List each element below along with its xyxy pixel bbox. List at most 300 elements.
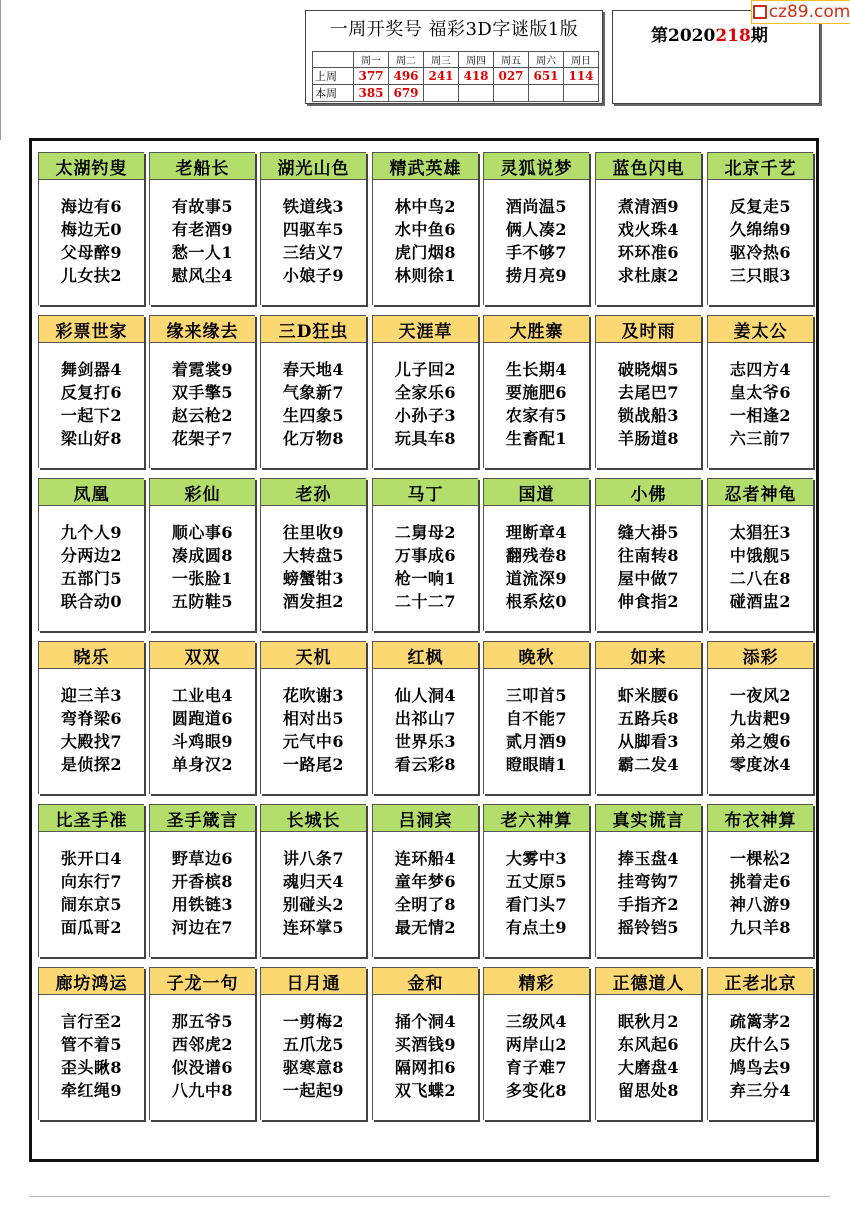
puzzle-line: 用铁链3 [171,895,234,914]
puzzle-line: 神八游9 [729,895,792,914]
puzzle-line: 求杜康2 [617,266,680,285]
puzzle-lines [708,521,813,613]
puzzle-line: 一起起9 [282,1081,345,1100]
puzzle-line: 五防鞋5 [171,592,234,611]
puzzle-card [483,315,589,468]
puzzle-card [483,967,589,1120]
puzzle-card [260,641,366,794]
puzzle-lines [373,684,478,776]
puzzle-line: 农家有5 [505,406,568,425]
puzzle-lines [261,684,366,776]
puzzle-line: 皇太爷6 [729,383,792,402]
puzzle-line: 手指齐2 [617,895,680,914]
puzzle-lines [708,1010,813,1102]
puzzle-card [595,641,701,794]
puzzle-author: 子龙一句 [150,968,255,995]
puzzle-line: 梁山好8 [60,429,123,448]
puzzle-line: 父母醉9 [60,243,123,262]
puzzle-author: 正老北京 [708,968,813,995]
draw-number: 418 [459,68,494,85]
puzzle-line: 出祁山7 [394,709,457,728]
puzzle-line: 向东行7 [60,872,123,891]
puzzle-line: 言行至2 [60,1012,123,1031]
puzzle-lines [596,195,701,287]
puzzle-card [260,315,366,468]
puzzle-line: 海边有6 [60,197,123,216]
puzzle-line: 挂弯钩7 [617,872,680,891]
day-label: 周四 [459,52,494,68]
puzzle-line: 志四方4 [729,360,792,379]
puzzle-line: 生四象5 [282,406,345,425]
puzzle-line: 久绵绵9 [729,220,792,239]
puzzle-line: 迎三羊3 [60,686,123,705]
puzzle-line: 儿子回2 [394,360,457,379]
puzzle-line: 气象新7 [282,383,345,402]
issue-suffix: 期 [750,26,768,46]
puzzle-line: 开香槟8 [171,872,234,891]
puzzle-line: 世界乐3 [394,732,457,751]
puzzle-line: 零度冰4 [729,755,792,774]
puzzle-line: 贰月酒9 [505,732,568,751]
puzzle-line: 闹东京5 [60,895,123,914]
puzzle-line: 两岸山2 [505,1035,568,1054]
puzzle-author: 小佛 [596,479,701,506]
puzzle-line: 锁战船3 [617,406,680,425]
puzzle-line: 双手擎5 [171,383,234,402]
puzzle-line: 仙人洞4 [394,686,457,705]
puzzle-line: 张开口4 [60,849,123,868]
puzzle-line: 弯脊梁6 [60,709,123,728]
puzzle-card [38,152,144,305]
puzzle-lines [39,1010,144,1102]
watermark-square-icon [753,5,767,19]
puzzle-line: 愁一人1 [171,243,234,262]
puzzle-line: 全明了8 [394,895,457,914]
puzzle-line: 小娘子9 [282,266,345,285]
puzzle-author: 老孙 [261,479,366,506]
puzzle-line: 往里收9 [282,523,345,542]
puzzle-author: 长城长 [261,805,366,832]
puzzle-card [372,152,478,305]
puzzle-line: 五丈原5 [505,872,568,891]
puzzle-line: 全家乐6 [394,383,457,402]
puzzle-card [707,804,813,957]
puzzle-line: 酒尚温5 [505,197,568,216]
watermark-text: cz89.com [768,2,850,22]
puzzle-lines [150,684,255,776]
puzzle-author: 姜太公 [708,316,813,343]
puzzle-line: 是侦探2 [60,755,123,774]
puzzle-lines [596,847,701,939]
puzzle-line: 理断章4 [505,523,568,542]
puzzle-lines [261,1010,366,1102]
puzzle-line: 面瓜哥2 [60,918,123,937]
puzzle-lines [484,684,589,776]
puzzle-card [595,478,701,631]
puzzle-card [149,152,255,305]
puzzle-line: 有点土9 [505,918,568,937]
puzzle-author: 正德道人 [596,968,701,995]
draw-number: 385 [354,85,389,102]
puzzle-line: 西邻虎2 [171,1035,234,1054]
puzzle-line: 三结义7 [282,243,345,262]
puzzle-line: 弟之嫂6 [729,732,792,751]
puzzle-line: 去尾巴7 [617,383,680,402]
puzzle-author: 晓乐 [39,642,144,669]
draw-number [529,85,564,102]
puzzle-line: 俩人凑2 [505,220,568,239]
puzzle-author: 日月通 [261,968,366,995]
puzzle-author: 吕洞宾 [373,805,478,832]
puzzle-line: 一相逢2 [729,406,792,425]
puzzle-line: 大磨盘4 [617,1058,680,1077]
puzzle-line: 别碰头2 [282,895,345,914]
puzzle-lines [484,1010,589,1102]
puzzle-line: 眠秋月2 [617,1012,680,1031]
puzzle-lines [261,847,366,939]
puzzle-line: 赵云枪2 [171,406,234,425]
puzzle-author: 马丁 [373,479,478,506]
puzzle-card [483,804,589,957]
draw-number [459,85,494,102]
puzzle-line: 瞪眼睛1 [505,755,568,774]
puzzle-line: 连环掌5 [282,918,345,937]
puzzle-line: 连环船4 [394,849,457,868]
puzzle-author: 凤凰 [39,479,144,506]
puzzle-line: 多变化8 [505,1081,568,1100]
puzzle-card [149,478,255,631]
puzzle-line: 捅个洞4 [394,1012,457,1031]
day-label: 周二 [389,52,424,68]
puzzle-line: 五部门5 [60,569,123,588]
puzzle-line: 弃三分4 [729,1081,792,1100]
draw-number: 679 [389,85,424,102]
puzzle-line: 相对出5 [282,709,345,728]
puzzle-line: 碰酒盅2 [729,592,792,611]
puzzle-card [595,967,701,1120]
puzzle-lines [150,358,255,450]
puzzle-card [707,641,813,794]
puzzle-line: 缝大褂5 [617,523,680,542]
puzzle-author: 天机 [261,642,366,669]
puzzle-line: 春天地4 [282,360,345,379]
puzzle-line: 疏篱茅2 [729,1012,792,1031]
puzzle-card [595,315,701,468]
puzzle-lines [708,195,813,287]
puzzle-line: 牵红绳9 [60,1081,123,1100]
puzzle-line: 林则徐1 [394,266,457,285]
puzzle-line: 大雾中3 [505,849,568,868]
puzzle-line: 煮清酒9 [617,197,680,216]
puzzle-card [260,478,366,631]
puzzle-line: 太猖狂3 [729,523,792,542]
puzzle-line: 着霓裳9 [171,360,234,379]
puzzle-card [372,967,478,1120]
puzzle-lines [150,195,255,287]
issue-prefix: 第2020 [651,26,716,46]
row-label: 上周 [313,68,354,85]
puzzle-line: 舞剑器4 [60,360,123,379]
puzzle-author: 大胜寨 [484,316,589,343]
puzzle-card [260,804,366,957]
puzzle-author: 国道 [484,479,589,506]
puzzle-line: 一夜风2 [729,686,792,705]
puzzle-line: 手不够7 [505,243,568,262]
puzzle-line: 四驱车5 [282,220,345,239]
puzzle-author: 布衣神算 [708,805,813,832]
puzzle-line: 化万物8 [282,429,345,448]
puzzle-line: 野草边6 [171,849,234,868]
puzzle-line: 一路尾2 [282,755,345,774]
puzzle-line: 大殿找7 [60,732,123,751]
puzzle-line: 万事成6 [394,546,457,565]
puzzle-line: 工业电4 [171,686,234,705]
puzzle-author: 天涯草 [373,316,478,343]
last-week-row [313,68,599,85]
puzzle-card [38,967,144,1120]
puzzle-line: 要施肥6 [505,383,568,402]
puzzle-line: 屋中做7 [617,569,680,588]
puzzle-lines [373,358,478,450]
puzzle-author: 灵狐说梦 [484,153,589,180]
puzzle-line: 花架子7 [171,429,234,448]
puzzle-author: 红枫 [373,642,478,669]
day-label: 周一 [354,52,389,68]
puzzle-line: 河边在7 [171,918,234,937]
puzzle-line: 从脚看3 [617,732,680,751]
puzzle-line: 看门头7 [505,895,568,914]
puzzle-line: 九齿耙9 [729,709,792,728]
puzzle-author: 彩仙 [150,479,255,506]
puzzle-line: 螃蟹钳3 [282,569,345,588]
puzzle-line: 圆跑道6 [171,709,234,728]
puzzle-line: 管不着5 [60,1035,123,1054]
puzzle-card [483,152,589,305]
puzzle-lines [596,684,701,776]
puzzle-line: 摇铃铛5 [617,918,680,937]
puzzle-lines [484,358,589,450]
issue-number-value: 218 [715,26,751,46]
puzzle-line: 反复打6 [60,383,123,402]
puzzle-card [372,641,478,794]
puzzle-line: 生长期4 [505,360,568,379]
puzzle-card [149,641,255,794]
puzzle-author: 廊坊鸿运 [39,968,144,995]
puzzle-line: 翻残卷8 [505,546,568,565]
puzzle-line: 最无情2 [394,918,457,937]
puzzle-card [595,804,701,957]
puzzle-lines [39,847,144,939]
puzzle-line: 单身汉2 [171,755,234,774]
puzzle-line: 留思处8 [617,1081,680,1100]
puzzle-line: 儿女扶2 [60,266,123,285]
puzzle-card [372,315,478,468]
day-label: 周日 [564,52,599,68]
puzzle-line: 反复走5 [729,197,792,216]
this-week-row [313,85,599,102]
puzzle-line: 一剪梅2 [282,1012,345,1031]
day-label: 周五 [494,52,529,68]
puzzle-author: 忍者神龟 [708,479,813,506]
puzzle-line: 九只羊8 [729,918,792,937]
puzzle-line: 虾米腰6 [617,686,680,705]
draw-number: 377 [354,68,389,85]
puzzle-card [38,315,144,468]
puzzle-card [707,967,813,1120]
puzzle-card [149,315,255,468]
puzzle-line: 伸食指2 [617,592,680,611]
issue-panel [612,10,820,104]
puzzle-author: 晚秋 [484,642,589,669]
puzzle-line: 五路兵8 [617,709,680,728]
puzzle-line: 三只眼3 [729,266,792,285]
puzzle-lines [708,847,813,939]
puzzle-line: 环环准6 [617,243,680,262]
puzzle-line: 凑成圆8 [171,546,234,565]
puzzle-line: 大转盘5 [282,546,345,565]
issue-number [651,21,768,46]
puzzle-line: 双飞蝶2 [394,1081,457,1100]
puzzle-author: 圣手箴言 [150,805,255,832]
puzzle-author: 如来 [596,642,701,669]
puzzle-author: 金和 [373,968,478,995]
puzzle-line: 林中鸟2 [394,197,457,216]
puzzle-line: 九个人9 [60,523,123,542]
puzzle-author: 及时雨 [596,316,701,343]
left-edge-tick [0,0,3,140]
puzzle-line: 驱寒意8 [282,1058,345,1077]
weekly-draw-panel [305,10,603,104]
puzzle-line: 有故事5 [171,197,234,216]
puzzle-line: 隔网扣6 [394,1058,457,1077]
puzzle-lines [39,521,144,613]
puzzle-author: 添彩 [708,642,813,669]
puzzle-line: 讲八条7 [282,849,345,868]
puzzle-line: 二舅母2 [394,523,457,542]
puzzle-line: 玩具车8 [394,429,457,448]
puzzle-line: 一棵松2 [729,849,792,868]
puzzle-card [260,152,366,305]
draw-number: 114 [564,68,599,85]
day-label: 周三 [424,52,459,68]
puzzle-line: 霸二发4 [617,755,680,774]
puzzle-lines [39,684,144,776]
puzzle-card [707,478,813,631]
puzzle-author: 精彩 [484,968,589,995]
puzzle-author: 老六神算 [484,805,589,832]
puzzle-line: 看云彩8 [394,755,457,774]
puzzle-author: 老船长 [150,153,255,180]
puzzle-lines [261,521,366,613]
puzzle-line: 挑着走6 [729,872,792,891]
puzzle-line: 斗鸡眼9 [171,732,234,751]
puzzle-lines [150,521,255,613]
puzzle-card [38,804,144,957]
puzzle-author: 比圣手准 [39,805,144,832]
draw-number [564,85,599,102]
site-watermark [751,0,850,24]
puzzle-line: 买酒钱9 [394,1035,457,1054]
bottom-divider [30,1196,830,1197]
puzzle-line: 联合动0 [60,592,123,611]
draw-number: 027 [494,68,529,85]
puzzle-card [149,967,255,1120]
puzzle-card [149,804,255,957]
puzzle-card [483,641,589,794]
puzzle-lines [708,684,813,776]
puzzle-line: 二十二7 [394,592,457,611]
puzzle-line: 梅边无0 [60,220,123,239]
puzzle-lines [484,195,589,287]
puzzle-line: 中饿舰5 [729,546,792,565]
puzzle-card [372,478,478,631]
puzzle-lines [373,847,478,939]
puzzle-line: 捧玉盘4 [617,849,680,868]
puzzle-lines [373,521,478,613]
puzzle-line: 鸠鸟去9 [729,1058,792,1077]
puzzle-card [483,478,589,631]
puzzle-line: 分两边2 [60,546,123,565]
day-header-row [313,52,599,68]
puzzle-line: 东风起6 [617,1035,680,1054]
puzzle-line: 有老酒9 [171,220,234,239]
puzzle-line: 生畜配1 [505,429,568,448]
puzzle-line: 顺心事6 [171,523,234,542]
puzzle-line: 道流深9 [505,569,568,588]
puzzle-line: 根系炫0 [505,592,568,611]
puzzle-line: 元气中6 [282,732,345,751]
row-label: 本周 [313,85,354,102]
puzzle-lines [150,1010,255,1102]
puzzle-author: 太湖钓叟 [39,153,144,180]
puzzle-author: 真实谎言 [596,805,701,832]
puzzle-author: 缘来缘去 [150,316,255,343]
puzzle-line: 慰风尘4 [171,266,234,285]
puzzle-card [707,152,813,305]
puzzle-line: 羊肠道8 [617,429,680,448]
panel-title: 一周开奖号 福彩3D字谜版1版 [329,19,579,40]
puzzle-author: 精武英雄 [373,153,478,180]
puzzle-line: 花吹谢3 [282,686,345,705]
puzzle-card [38,641,144,794]
puzzle-line: 酒发担2 [282,592,345,611]
puzzle-lines [596,521,701,613]
puzzle-author: 湖光山色 [261,153,366,180]
puzzle-lines [39,358,144,450]
puzzle-card [38,478,144,631]
puzzle-author: 北京千艺 [708,153,813,180]
draw-number: 496 [389,68,424,85]
puzzle-card [707,315,813,468]
puzzle-lines [39,195,144,287]
puzzle-card [260,967,366,1120]
puzzle-card [372,804,478,957]
draw-number [424,85,459,102]
puzzle-line: 驱冷热6 [729,243,792,262]
puzzle-line: 八九中8 [171,1081,234,1100]
puzzle-line: 育子难7 [505,1058,568,1077]
puzzle-author: 双双 [150,642,255,669]
puzzle-line: 破晓烟5 [617,360,680,379]
draw-number: 651 [529,68,564,85]
puzzle-line: 童年梦6 [394,872,457,891]
puzzle-line: 一起下2 [60,406,123,425]
puzzle-line: 三叩首5 [505,686,568,705]
puzzle-line: 捞月亮9 [505,266,568,285]
puzzle-lines [373,1010,478,1102]
puzzle-author: 蓝色闪电 [596,153,701,180]
puzzle-line: 六三前7 [729,429,792,448]
